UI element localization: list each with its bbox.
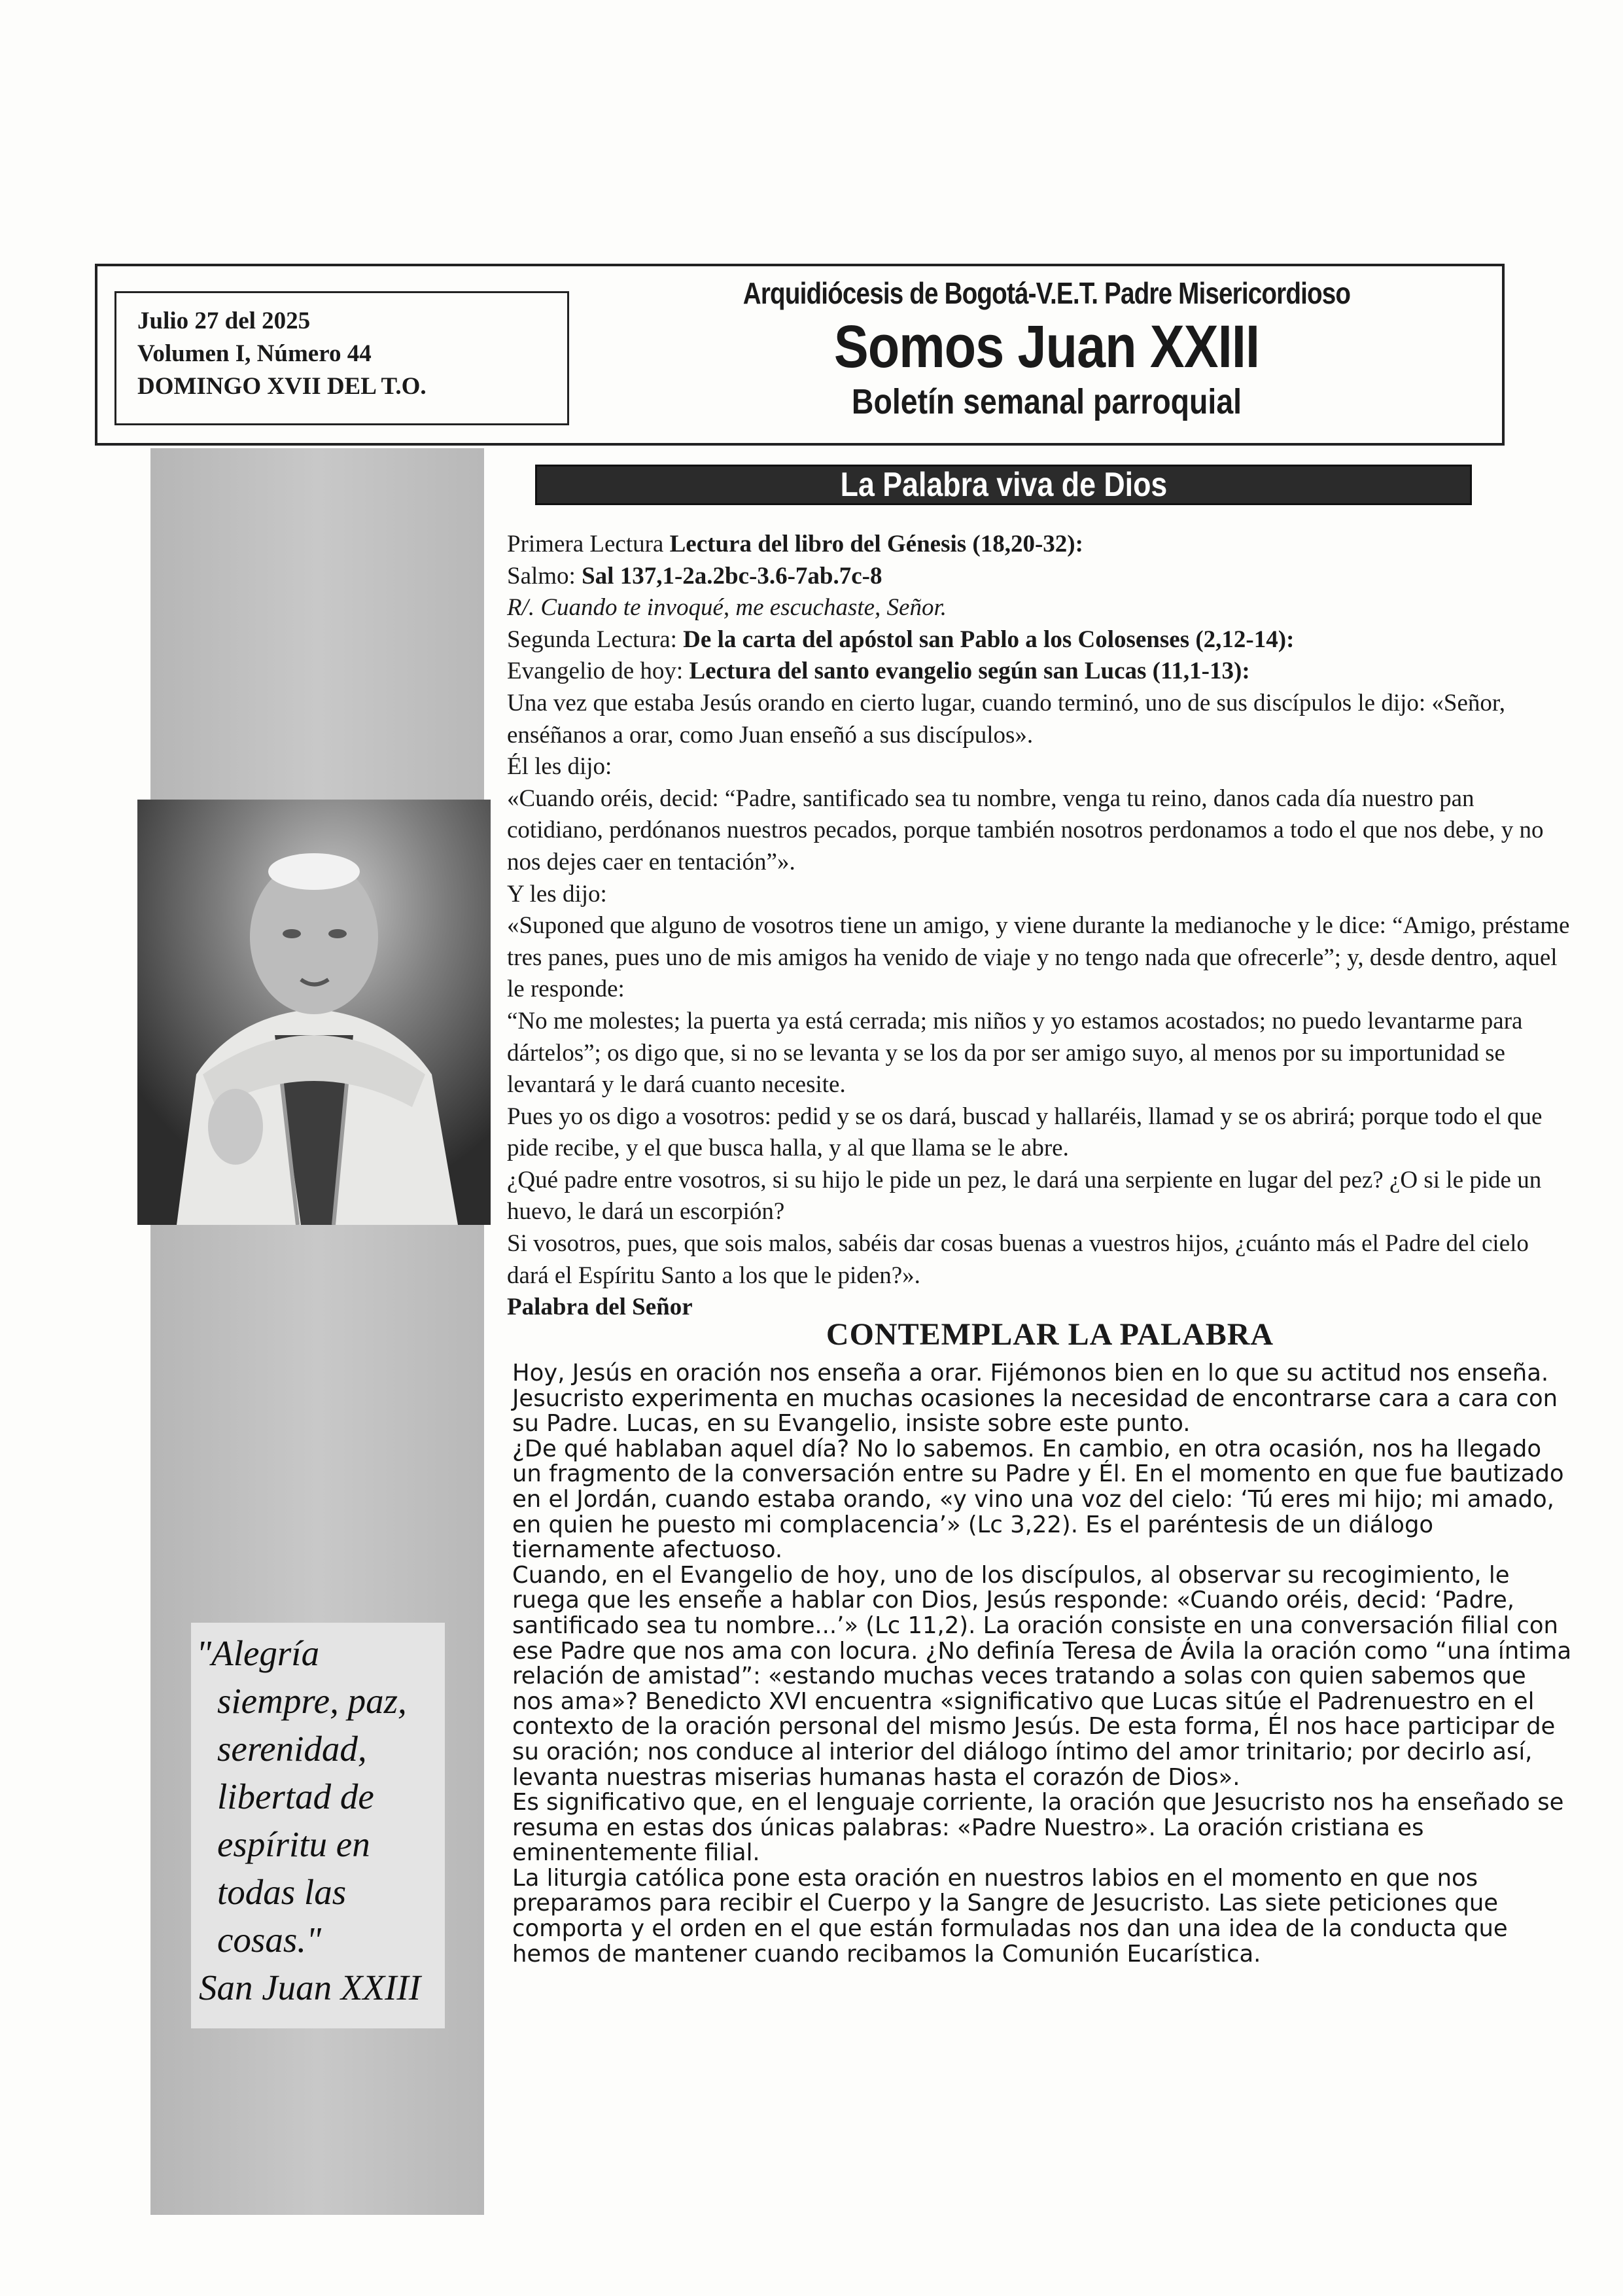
quote-attribution: San Juan XXIII [199, 1968, 421, 2007]
quote-line: libertad de [217, 1776, 374, 1816]
gospel-closing-text: Palabra del Señor [507, 1294, 693, 1321]
quote-line: todas las [217, 1872, 347, 1912]
first-reading-label: Primera Lectura [507, 531, 664, 557]
second-reading [507, 624, 1570, 656]
psalm-ref: Sal 137,1-2a.2bc-3.6-7ab.7c-8 [582, 562, 882, 590]
gospel-paragraph: Pues yo os digo a vosotros: pedid y se os dará, buscad y hallaréis, llamad y se os abrirá; porque todo el que pide recibe, y el que busca halla, y al que llama se le abre. [507, 1103, 1543, 1162]
quote-box [191, 1623, 445, 2028]
quote-line: serenidad, [217, 1729, 367, 1769]
masthead [589, 265, 1505, 422]
contemplar-heading: CONTEMPLAR LA PALABRA [826, 1317, 1274, 1352]
quote-line: "Alegría [196, 1633, 320, 1673]
archdiocese-line: Arquidiócesis de Bogotá-V.E.T. Padre Misericordioso [742, 276, 1351, 310]
gospel-paragraph: Una vez que estaba Jesús orando en cierto lugar, cuando terminó, uno de sus discípulos le dijo: «Señor, enséñanos a orar, como Juan enseñó a sus discípulos». [507, 689, 1505, 749]
section-banner [535, 465, 1472, 505]
gospel-paragraph: Él les dijo: [507, 753, 612, 781]
quote-line: siempre, paz, [217, 1681, 407, 1721]
contemplar-paragraph: La liturgia católica pone esta oración en nuestros labios en el momento en que nos preparamos para recibir el Cuerpo y la Sangre de Jesucristo. Las siete peticiones que comporta y el orden en el que están formuladas nos dan una idea de la conducta que hemos de mantener cuando recibamos la Comunión Eucarística. [512, 1864, 1508, 1968]
bulletin-title: Somos Juan XXIII [833, 313, 1260, 380]
bulletin-subtitle: Boletín semanal parroquial [851, 382, 1242, 421]
contemplar-paragraph: ¿De qué hablaban aquel día? No lo sabemos. En cambio, en otra ocasión, nos ha llegado un fragmento de la conversación entre su Padre y Él. En el momento en que fue bautizado en el Jordán, cuando estaba orando, «y vino una voz del cielo: ‘Tú eres mi hijo; mi amado, en quien he puesto mi complacencia’» (Lc 3,22). Es el paréntesis de un diálogo tiernamente afectuoso. [512, 1435, 1564, 1564]
quote-line: espíritu en [217, 1824, 370, 1864]
first-reading-ref: Lectura del libro del Génesis (18,20-32): [669, 531, 1083, 557]
contemplar-body [512, 1361, 1572, 1967]
first-reading [507, 529, 1570, 561]
psalm-response [507, 592, 1570, 624]
pope-photo [137, 800, 491, 1225]
quote-line: cosas." [217, 1920, 322, 1960]
contemplar-paragraph: Es significativo que, en el lenguaje corriente, la oración que Jesucristo nos ha enseñado se resuma en estas dos únicas palabras: «Padre Nuestro». La oración cristiana es eminentemente filial. [512, 1789, 1564, 1867]
pope-portrait-image [137, 800, 491, 1225]
psalm-response-text: R/. Cuando te invoqué, me escuchaste, Señor. [507, 594, 947, 622]
gospel-paragraph: Si vosotros, pues, que sois malos, sabéis dar cosas buenas a vuestros hijos, ¿cuánto más el Padre del cielo dará el Espíritu Santo a los que le piden?». [507, 1230, 1529, 1289]
gospel [507, 656, 1570, 688]
second-reading-ref: De la carta del apóstol san Pablo a los Colosenses (2,12-14): [683, 626, 1295, 653]
issue-date: Julio 27 del 2025 [137, 308, 311, 334]
gospel-paragraph: «Cuando oréis, decid: “Padre, santificado sea tu nombre, venga tu reino, danos cada día nuestro pan cotidiano, perdónanos nuestros pecados, porque también nosotros perdonamos a todo el que nos debe, y no nos dejes caer en tentación”». [507, 785, 1544, 875]
gospel-paragraph: ¿Qué padre entre vosotros, si su hijo le pide un pez, le dará una serpiente en lugar del pez? ¿O si le pide un huevo, le dará un escorpión? [507, 1166, 1542, 1226]
gospel-ref: Lectura del santo evangelio según san Lucas (11,1-13): [689, 658, 1250, 685]
gospel-paragraph: “No me molestes; la puerta ya está cerrada; mis niños y yo estamos acostados; no puedo levantarme para dártelos”; os digo que, si no se levanta y se los da por ser amigo suyo, al menos por su importunidad se levantará y le dará cuanto necesite. [507, 1007, 1523, 1099]
issue-sunday: DOMINGO XVII DEL T.O. [137, 373, 427, 400]
psalm-label: Salmo: [507, 562, 576, 590]
section-title: La Palabra viva de Dios [840, 466, 1167, 504]
psalm [507, 561, 1570, 593]
issue-info-box [114, 291, 569, 425]
contemplar-paragraph: Cuando, en el Evangelio de hoy, uno de los discípulos, al observar su recogimiento, le ruega que les enseñe a hablar con Dios, Jesús responde: «Cuando oréis, decid: ‘Padre, santificado sea tu nombre...’» (Lc 11,2). La oración consiste en una conversación filial con ese Padre que nos ama con locura. ¿No definía Teresa de Ávila la oración como “una íntima relación de amistad”: «estando muchas veces tratando a solas con quien sabemos que nos ama»? Benedicto XVI encuentra «significativo que Lucas sitúe el Padrenuestro en el contexto de la oración personal del mismo Jesús. De esta forma, Él nos hace participar de su oración; nos conduce al interior del diálogo íntimo del amor trinitario; por decirlo así, levanta nuestras miserias humanas hasta el corazón de Dios». [512, 1561, 1572, 1791]
second-reading-label: Segunda Lectura: [507, 626, 677, 653]
gospel-paragraph: Y les dijo: [507, 880, 607, 908]
gospel-paragraph: «Suponed que alguno de vosotros tiene un amigo, y viene durante la medianoche y le dice: “Amigo, préstame tres panes, pues uno de mis amigos ha venido de viaje y no tengo nada que ofrecerle”; y, desde dentro, aquel le responde: [507, 912, 1570, 1003]
contemplar-paragraph: Hoy, Jesús en oración nos enseña a orar. Fijémonos bien en lo que su actitud nos enseña. Jesucristo experimenta en muchas ocasiones la necesidad de encontrarse cara a cara con su Padre. Lucas, en su Evangelio, insiste sobre este punto. [512, 1360, 1558, 1438]
issue-volume: Volumen I, Número 44 [137, 340, 372, 367]
gospel-label: Evangelio de hoy: [507, 658, 684, 685]
readings-block [507, 529, 1570, 1324]
